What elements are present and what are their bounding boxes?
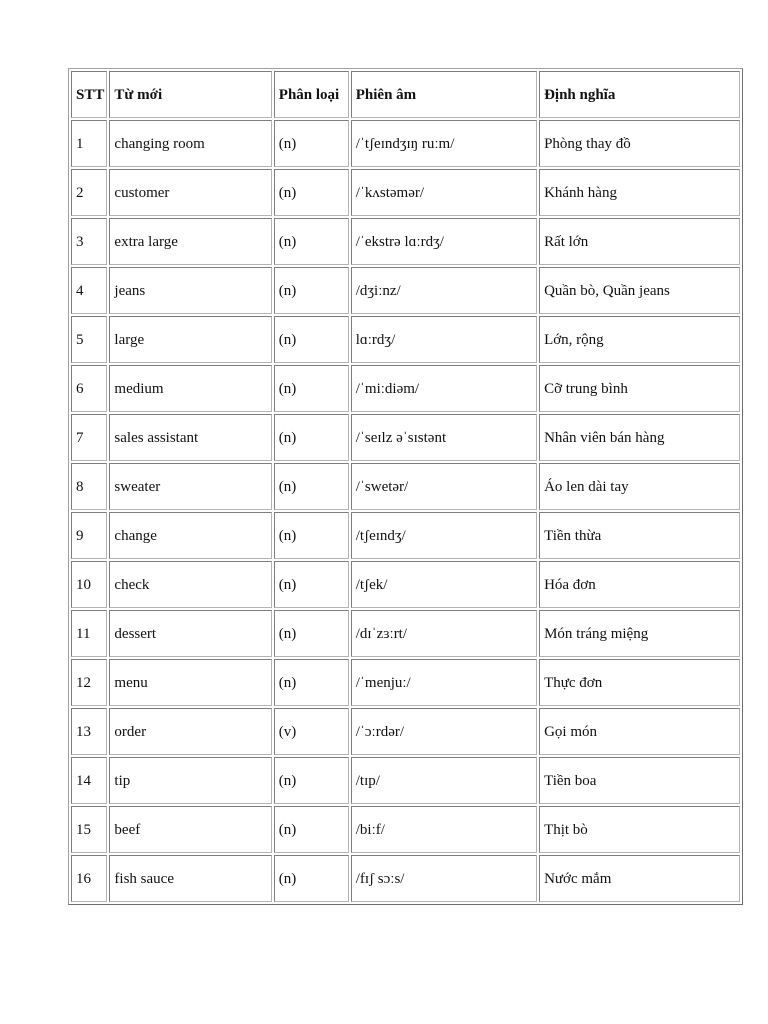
cell-definition: Thực đơn	[539, 659, 740, 706]
cell-word: customer	[109, 169, 271, 216]
cell-ipa: /tʃeɪndʒ/	[351, 512, 537, 559]
cell-definition: Cỡ trung bình	[539, 365, 740, 412]
table-row	[71, 855, 740, 902]
cell-type: (n)	[274, 169, 349, 216]
cell-ipa: /dʒiːnz/	[351, 267, 537, 314]
cell-word: menu	[109, 659, 271, 706]
table-row	[71, 365, 740, 412]
cell-type: (n)	[274, 855, 349, 902]
cell-ipa: /fɪʃ sɔːs/	[351, 855, 537, 902]
cell-ipa: /ˈmiːdiəm/	[351, 365, 537, 412]
cell-definition: Quần bò, Quần jeans	[539, 267, 740, 314]
cell-definition: Áo len dài tay	[539, 463, 740, 510]
cell-word: order	[109, 708, 271, 755]
cell-stt: 7	[71, 414, 107, 461]
table-row	[71, 414, 740, 461]
cell-type: (v)	[274, 708, 349, 755]
cell-stt: 9	[71, 512, 107, 559]
cell-word: beef	[109, 806, 271, 853]
cell-definition: Món tráng miệng	[539, 610, 740, 657]
header-word: Từ mới	[109, 71, 271, 118]
cell-stt: 11	[71, 610, 107, 657]
cell-stt: 12	[71, 659, 107, 706]
cell-ipa: /ˈekstrə lɑːrdʒ/	[351, 218, 537, 265]
cell-type: (n)	[274, 316, 349, 363]
table-row	[71, 708, 740, 755]
header-definition: Định nghĩa	[539, 71, 740, 118]
cell-ipa: /ˈseɪlz əˈsɪstənt	[351, 414, 537, 461]
cell-definition: Gọi món	[539, 708, 740, 755]
cell-word: check	[109, 561, 271, 608]
header-row	[71, 71, 740, 118]
cell-definition: Khánh hàng	[539, 169, 740, 216]
table-row	[71, 512, 740, 559]
cell-type: (n)	[274, 365, 349, 412]
cell-stt: 14	[71, 757, 107, 804]
cell-stt: 5	[71, 316, 107, 363]
cell-type: (n)	[274, 659, 349, 706]
cell-stt: 13	[71, 708, 107, 755]
table-row	[71, 316, 740, 363]
cell-type: (n)	[274, 806, 349, 853]
cell-definition: Lớn, rộng	[539, 316, 740, 363]
cell-word: extra large	[109, 218, 271, 265]
table-row	[71, 561, 740, 608]
cell-stt: 6	[71, 365, 107, 412]
cell-stt: 3	[71, 218, 107, 265]
table-row	[71, 218, 740, 265]
cell-word: fish sauce	[109, 855, 271, 902]
header-stt: STT	[71, 71, 107, 118]
header-ipa: Phiên âm	[351, 71, 537, 118]
cell-stt: 2	[71, 169, 107, 216]
cell-word: tip	[109, 757, 271, 804]
cell-type: (n)	[274, 610, 349, 657]
cell-ipa: /tʃek/	[351, 561, 537, 608]
vocabulary-table	[68, 68, 743, 905]
cell-word: dessert	[109, 610, 271, 657]
cell-word: changing room	[109, 120, 271, 167]
cell-word: large	[109, 316, 271, 363]
cell-type: (n)	[274, 120, 349, 167]
cell-word: jeans	[109, 267, 271, 314]
table-row	[71, 806, 740, 853]
cell-definition: Rất lớn	[539, 218, 740, 265]
table-row	[71, 757, 740, 804]
cell-word: sales assistant	[109, 414, 271, 461]
table-header	[71, 71, 740, 118]
cell-definition: Nhân viên bán hàng	[539, 414, 740, 461]
table-body	[71, 120, 740, 902]
cell-ipa: /dɪˈzɜːrt/	[351, 610, 537, 657]
cell-definition: Tiền boa	[539, 757, 740, 804]
cell-stt: 15	[71, 806, 107, 853]
cell-type: (n)	[274, 218, 349, 265]
table-row	[71, 169, 740, 216]
table-row	[71, 659, 740, 706]
cell-definition: Tiền thừa	[539, 512, 740, 559]
cell-type: (n)	[274, 267, 349, 314]
cell-ipa: /ˈmenjuː/	[351, 659, 537, 706]
cell-ipa: lɑːrdʒ/	[351, 316, 537, 363]
table-row	[71, 267, 740, 314]
cell-definition: Nước mắm	[539, 855, 740, 902]
cell-type: (n)	[274, 463, 349, 510]
cell-stt: 4	[71, 267, 107, 314]
cell-stt: 16	[71, 855, 107, 902]
cell-definition: Phòng thay đồ	[539, 120, 740, 167]
table-row	[71, 120, 740, 167]
cell-word: medium	[109, 365, 271, 412]
cell-definition: Hóa đơn	[539, 561, 740, 608]
cell-ipa: /ˈswetər/	[351, 463, 537, 510]
table-row	[71, 610, 740, 657]
table-row	[71, 463, 740, 510]
cell-ipa: /tɪp/	[351, 757, 537, 804]
cell-ipa: /ˈtʃeɪndʒɪŋ ruːm/	[351, 120, 537, 167]
cell-word: change	[109, 512, 271, 559]
header-type: Phân loại	[274, 71, 349, 118]
cell-type: (n)	[274, 512, 349, 559]
cell-ipa: /ˈkʌstəmər/	[351, 169, 537, 216]
cell-word: sweater	[109, 463, 271, 510]
cell-type: (n)	[274, 561, 349, 608]
cell-ipa: /ˈɔːrdər/	[351, 708, 537, 755]
cell-stt: 1	[71, 120, 107, 167]
cell-type: (n)	[274, 757, 349, 804]
cell-definition: Thịt bò	[539, 806, 740, 853]
cell-stt: 8	[71, 463, 107, 510]
cell-type: (n)	[274, 414, 349, 461]
cell-stt: 10	[71, 561, 107, 608]
cell-ipa: /biːf/	[351, 806, 537, 853]
